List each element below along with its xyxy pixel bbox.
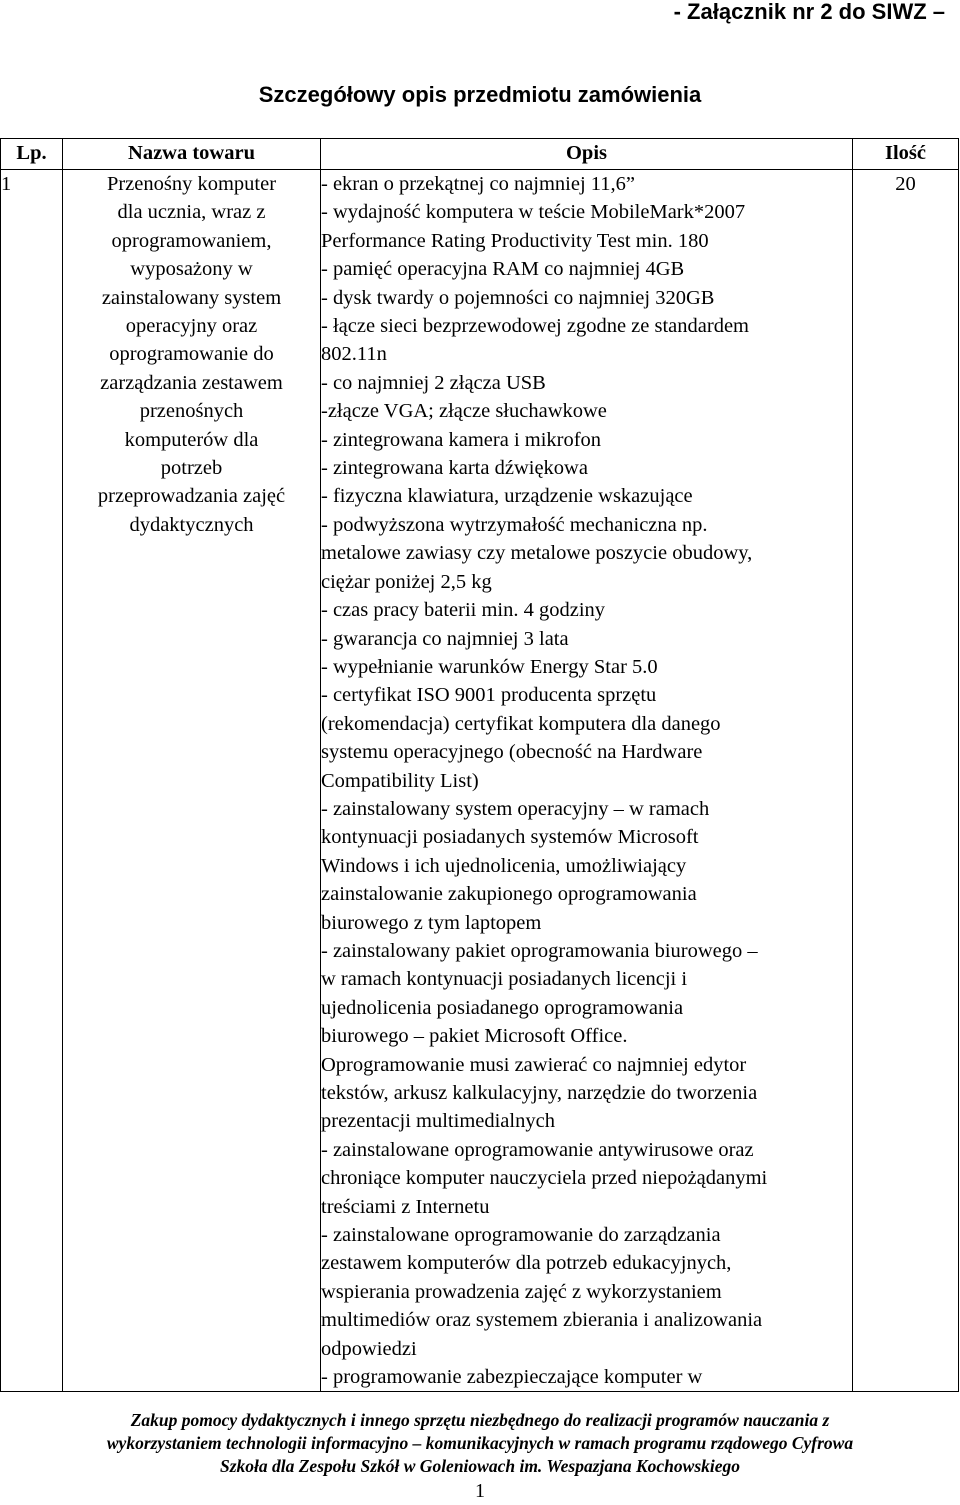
description-line: - dysk twardy o pojemności co najmniej 320GB — [321, 286, 715, 309]
description-line: Performance Rating Productivity Test min. 180 — [321, 229, 709, 252]
footer-text — [0, 1409, 960, 1478]
description-line: - zainstalowany pakiet oprogramowania biurowego – — [321, 939, 758, 962]
description-line: - certyfikat ISO 9001 producenta sprzętu — [321, 684, 657, 707]
item-description — [321, 170, 853, 1392]
description-line: - podwyższona wytrzymałość mechaniczna np. — [321, 513, 708, 536]
item-name-line: oprogramowaniem, — [111, 229, 272, 252]
item-name-line: dydaktycznych — [129, 513, 254, 536]
column-header-name: Nazwa towaru — [63, 139, 321, 170]
item-name — [63, 170, 321, 1392]
description-line: zestawem komputerów dla potrzeb edukacyjnych, — [321, 1252, 732, 1275]
description-line: multimediów oraz systemem zbierania i analizowania — [321, 1309, 763, 1332]
description-line: treściami z Internetu — [321, 1195, 490, 1218]
description-line: - co najmniej 2 złącza USB — [321, 371, 546, 394]
attachment-label: - Załącznik nr 2 do SIWZ – — [673, 0, 945, 24]
description-line: systemu operacyjnego (obecność na Hardware — [321, 741, 703, 764]
description-line: - zainstalowane oprogramowanie do zarządzania — [321, 1224, 721, 1247]
description-line: kontynuacji posiadanych systemów Microsoft — [321, 826, 699, 849]
description-line: - fizyczna klawiatura, urządzenie wskazujące — [321, 485, 693, 508]
description-line: - wydajność komputera w teście MobileMark*2007 — [321, 201, 746, 224]
item-name-line: przeprowadzania zajęć — [97, 485, 286, 508]
item-name-line: operacyjny oraz — [125, 315, 258, 338]
description-line: chroniące komputer nauczyciela przed niepożądanymi — [321, 1167, 768, 1190]
description-line: zainstalowanie zakupionego oprogramowania — [321, 883, 697, 906]
description-line: - wypełnianie warunków Energy Star 5.0 — [321, 655, 658, 678]
description-line: w ramach kontynuacji posiadanych licencji i — [321, 968, 688, 991]
description-line: metalowe zawiasy czy metalowe poszycie obudowy, — [321, 542, 753, 565]
column-header-description: Opis — [321, 139, 853, 170]
item-name-line: potrzeb — [160, 457, 223, 480]
description-line: Windows i ich ujednolicenia, umożliwiający — [321, 854, 687, 877]
description-line: Oprogramowanie musi zawierać co najmniej edytor — [321, 1053, 747, 1076]
description-line: - programowanie zabezpieczające komputer w — [321, 1366, 703, 1389]
footer-line: Zakup pomocy dydaktycznych i innego sprzętu niezbędnego do realizacji programów nauczania z — [130, 1410, 830, 1430]
description-line: odpowiedzi — [321, 1337, 417, 1360]
description-line: - zintegrowana karta dźwiękowa — [321, 457, 588, 480]
specification-table — [0, 138, 959, 1392]
description-line: - pamięć operacyjna RAM co najmniej 4GB — [321, 258, 685, 281]
column-header-quantity: Ilość — [853, 139, 959, 170]
item-name-line: dla ucznia, wraz z — [117, 201, 266, 224]
document-title: Szczegółowy opis przedmiotu zamówienia — [258, 82, 702, 107]
item-name-line: Przenośny komputer — [106, 173, 277, 195]
item-name-line: wyposażony w — [130, 258, 253, 281]
description-line: 802.11n — [321, 343, 387, 366]
description-line: - zainstalowane oprogramowanie antywirusowe oraz — [321, 1138, 754, 1161]
description-line: biurowego z tym laptopem — [321, 911, 542, 934]
description-line: - łącze sieci bezprzewodowej zgodne ze standardem — [321, 315, 749, 338]
description-line: - gwarancja co najmniej 3 lata — [321, 627, 569, 650]
description-line: tekstów, arkusz kalkulacyjny, narzędzie do tworzenia — [321, 1082, 758, 1104]
row-number: 1 — [1, 170, 63, 1392]
description-line: - zintegrowana kamera i mikrofon — [321, 428, 602, 451]
item-quantity: 20 — [853, 170, 959, 1392]
table-header-row — [1, 139, 959, 170]
description-line: - czas pracy baterii min. 4 godziny — [321, 599, 606, 622]
item-name-line: przenośnych — [139, 400, 244, 423]
description-line: biurowego – pakiet Microsoft Office. — [321, 1025, 628, 1048]
table-row — [1, 170, 959, 1392]
footer-line: Szkoła dla Zespołu Szkół w Goleniowach im. Wespazjana Kochowskiego — [219, 1456, 741, 1476]
item-name-line: komputerów dla — [124, 428, 259, 451]
item-name-line: oprogramowanie do — [109, 343, 274, 366]
description-line: - zainstalowany system operacyjny – w ramach — [321, 797, 710, 820]
description-line: -złącze VGA; złącze słuchawkowe — [321, 400, 607, 423]
description-line: prezentacji multimedialnych — [321, 1110, 555, 1133]
item-name-line: zarządzania zestawem — [100, 371, 283, 394]
description-line: ciężar poniżej 2,5 kg — [321, 570, 492, 593]
description-line: Compatibility List) — [321, 769, 479, 792]
description-line: ujednolicenia posiadanego oprogramowania — [321, 996, 684, 1019]
page-number: 1 — [475, 1480, 485, 1502]
description-line: - ekran o przekątnej co najmniej 11,6” — [321, 173, 636, 195]
column-header-lp: Lp. — [1, 139, 63, 170]
description-line: wspierania prowadzenia zajęć z wykorzystaniem — [321, 1280, 722, 1303]
description-line: (rekomendacja) certyfikat komputera dla danego — [321, 712, 721, 735]
item-name-line: zainstalowany system — [101, 286, 282, 309]
footer-line: wykorzystaniem technologii informacyjno – komunikacyjnych w ramach programu rządowego Cyfrowa — [106, 1433, 854, 1453]
